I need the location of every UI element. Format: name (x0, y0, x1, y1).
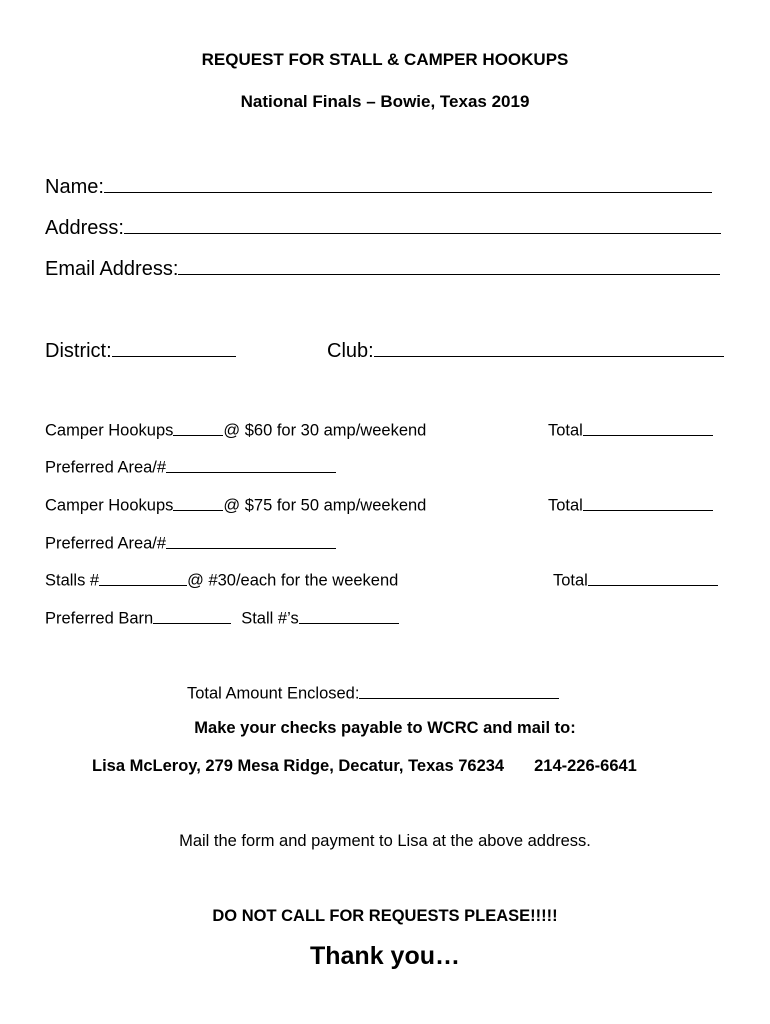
preferred-area-row-1 (45, 456, 336, 478)
camper-30amp-row (45, 419, 426, 441)
stall-numbers-line[interactable] (299, 607, 399, 624)
district-field-row (45, 337, 236, 363)
name-input-line[interactable] (104, 173, 712, 193)
total-enclosed-label: Total Amount Enclosed: (187, 684, 360, 703)
name-field-row (45, 173, 712, 199)
phone-number: 214-226-6641 (534, 757, 637, 775)
club-label: Club: (327, 340, 374, 362)
mail-address: Lisa McLeroy, 279 Mesa Ridge, Decatur, Texas 76234 (92, 757, 505, 775)
stall-numbers-label: Stall #’s (241, 609, 299, 628)
preferred-area-line-1[interactable] (166, 456, 336, 473)
preferred-area-label-1: Preferred Area/# (45, 458, 167, 477)
preferred-area-row-2 (45, 532, 336, 554)
camper-30amp-label: Camper Hookups (45, 421, 174, 440)
thank-you-text: Thank you… (309, 942, 460, 970)
preferred-area-label-2: Preferred Area/# (45, 534, 167, 553)
address-input-line[interactable] (124, 214, 721, 234)
camper-30amp-price: @ $60 for 30 amp/weekend (223, 421, 427, 440)
stalls-row (45, 569, 398, 591)
camper-50amp-price: @ $75 for 50 amp/weekend (223, 496, 427, 515)
stalls-qty-line[interactable] (99, 569, 187, 586)
camper-50amp-total-row (548, 494, 713, 516)
camper-50amp-total-label: Total (548, 496, 583, 515)
camper-30amp-total-row (548, 419, 713, 441)
preferred-barn-row (45, 607, 399, 629)
club-input-line[interactable] (374, 337, 724, 357)
camper-50amp-label: Camper Hookups (45, 496, 174, 515)
total-enclosed-line[interactable] (359, 682, 559, 699)
district-label: District: (45, 340, 112, 362)
email-field-row (45, 255, 720, 281)
camper-30amp-total-label: Total (548, 421, 583, 440)
form-subtitle: National Finals – Bowie, Texas 2019 (240, 92, 530, 111)
camper-50amp-row (45, 494, 426, 516)
stalls-total-row (553, 569, 718, 591)
name-label: Name: (45, 176, 104, 198)
email-label: Email Address: (45, 258, 179, 280)
preferred-barn-line[interactable] (153, 607, 231, 624)
preferred-barn-label: Preferred Barn (45, 609, 154, 628)
mail-instruction-text: Mail the form and payment to Lisa at the above address. (179, 832, 591, 850)
stalls-total-label: Total (553, 571, 588, 590)
camper-30amp-total-line[interactable] (583, 419, 713, 436)
stalls-label: Stalls # (45, 571, 100, 590)
camper-50amp-qty-line[interactable] (173, 494, 223, 511)
club-field-row (327, 337, 724, 363)
total-enclosed-row (187, 682, 559, 704)
mail-address-row (92, 757, 637, 776)
no-call-warning: DO NOT CALL FOR REQUESTS PLEASE!!!!! (212, 907, 558, 925)
form-title: REQUEST FOR STALL & CAMPER HOOKUPS (201, 50, 569, 69)
district-input-line[interactable] (112, 337, 236, 357)
camper-50amp-total-line[interactable] (583, 494, 713, 511)
preferred-area-line-2[interactable] (166, 532, 336, 549)
address-field-row (45, 214, 721, 240)
stalls-total-line[interactable] (588, 569, 718, 586)
camper-30amp-qty-line[interactable] (173, 419, 223, 436)
checks-payable-text: Make your checks payable to WCRC and mail to: (194, 719, 576, 737)
stalls-price: @ #30/each for the weekend (187, 571, 399, 590)
email-input-line[interactable] (178, 255, 720, 275)
address-label: Address: (45, 217, 124, 239)
